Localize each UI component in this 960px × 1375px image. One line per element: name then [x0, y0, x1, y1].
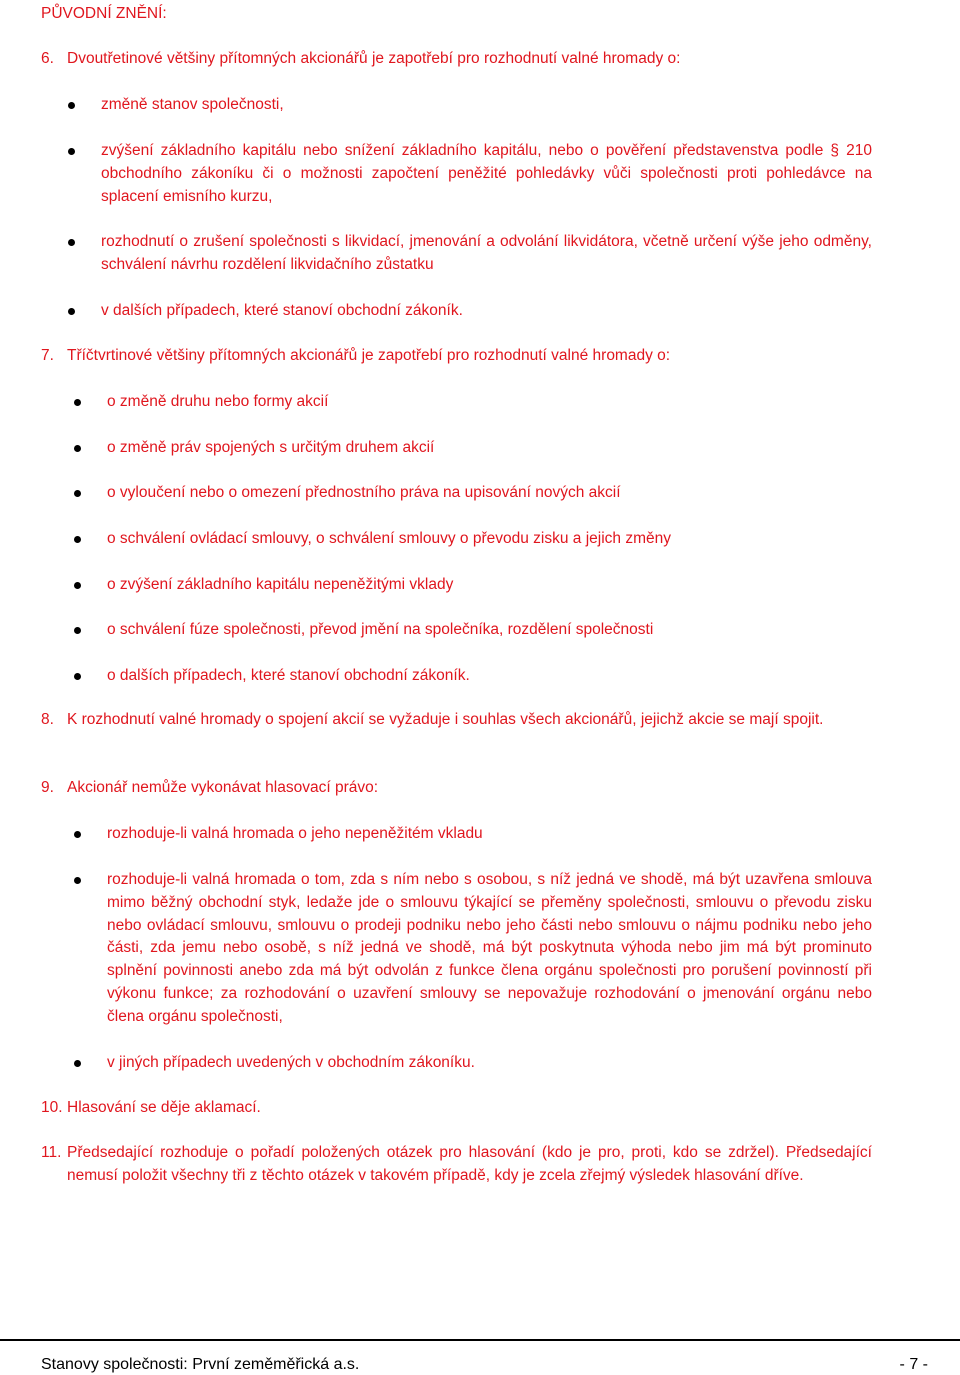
- bullet-dot-icon: [74, 673, 81, 680]
- bullet-dot-icon: [74, 831, 81, 838]
- section-7-item-2: o změně práv spojených s určitým druhem akcií: [107, 439, 435, 456]
- section-9-number: 9.: [41, 779, 54, 796]
- section-10-text: Hlasování se děje aklamací.: [67, 1099, 261, 1116]
- bullet-dot-icon: [74, 1060, 81, 1067]
- section-6-number: 6.: [41, 50, 54, 67]
- section-7-number: 7.: [41, 347, 54, 364]
- section-7-item-3: o vyloučení nebo o omezení přednostního práva na upisování nových akcií: [107, 484, 621, 501]
- section-heading: PŮVODNÍ ZNĚNÍ:: [41, 5, 167, 22]
- section-7-item-7: o dalších případech, které stanoví obchodní zákoník.: [107, 667, 470, 684]
- footer-document-title: Stanovy společnosti: První zeměměřická a.s.: [41, 1356, 360, 1373]
- section-11-number: 11.: [41, 1144, 62, 1161]
- bullet-dot-icon: [74, 582, 81, 589]
- section-7-item-1: o změně druhu nebo formy akcií: [107, 393, 329, 410]
- bullet-dot-icon: [74, 445, 81, 452]
- bullet-dot-icon: [74, 399, 81, 406]
- section-8-number: 8.: [41, 711, 54, 728]
- section-6-text: Dvoutřetinové většiny přítomných akcionářů je zapotřebí pro rozhodnutí valné hromady o:: [67, 50, 681, 67]
- bullet-dot-icon: [74, 536, 81, 543]
- section-6-item-3: rozhodnutí o zrušení společnosti s likvidací, jmenování a odvolání likvidátora, včetně určení výše jeho odměny, schválení návrhu rozdělení likvidačního zůstatku: [101, 233, 872, 273]
- bullet-dot-icon: [68, 239, 75, 246]
- section-10-number: 10.: [41, 1099, 63, 1116]
- section-6-item-4: v dalších případech, které stanoví obchodní zákoník.: [101, 302, 463, 319]
- footer-divider: [0, 1339, 960, 1341]
- section-9-item-1: rozhoduje-li valná hromada o jeho nepeněžitém vkladu: [107, 825, 483, 842]
- section-8-text: K rozhodnutí valné hromady o spojení akcií se vyžaduje i souhlas všech akcionářů, jejichž akcie se mají spojit.: [67, 711, 824, 728]
- section-6-item-1: změně stanov společnosti,: [101, 96, 284, 113]
- section-9-item-3: v jiných případech uvedených v obchodním zákoníku.: [107, 1054, 475, 1071]
- section-11-text: Předsedající rozhoduje o pořadí položených otázek pro hlasování (kdo je pro, proti, kdo se zdržel). Předsedající nemusí položit všechny tři z těchto otázek v takovém případě, kdy je zcela zřejmý výsledek hlasování dříve.: [67, 1144, 872, 1184]
- bullet-dot-icon: [74, 627, 81, 634]
- section-7-item-5: o zvýšení základního kapitálu nepeněžitými vklady: [107, 576, 454, 593]
- bullet-dot-icon: [68, 148, 75, 155]
- section-9-item-2: rozhoduje-li valná hromada o tom, zda s ním nebo s osobou, s níž jedná ve shodě, má být uzavřena smlouva mimo běžný obchodní styk, ledaže jde o smlouvu týkající se přeměny společnosti, smlouvu o převodu zisku nebo ovládací smlouvu, smlouvu o prodeji podniku nebo jeho části nebo smlouvu o nájmu podniku nebo jeho části, zda jemu nebo osobě, s níž jedná ve shodě, má být poskytnuta výhoda nebo jim má být prominuto splnění povinnosti anebo zda má být odvolán z funkce člena orgánu společnosti pro porušení povinností při výkonu funkce; za rozhodování o uzavření smlouvy se nepovažuje rozhodování o jmenování orgánu nebo člena orgánu společnosti,: [107, 871, 872, 1025]
- bullet-dot-icon: [68, 102, 75, 109]
- bullet-dot-icon: [74, 490, 81, 497]
- section-7-item-4: o schválení ovládací smlouvy, o schválení smlouvy o převodu zisku a jejich změny: [107, 530, 672, 547]
- footer-page-number: - 7 -: [899, 1356, 928, 1373]
- section-7-item-6: o schválení fúze společnosti, převod jmění na společníka, rozdělení společnosti: [107, 621, 654, 638]
- bullet-dot-icon: [74, 877, 81, 884]
- section-9-text: Akcionář nemůže vykonávat hlasovací právo:: [67, 779, 379, 796]
- bullet-dot-icon: [68, 308, 75, 315]
- section-6-item-2: zvýšení základního kapitálu nebo snížení základního kapitálu, nebo o pověření představenstva podle § 210 obchodního zákoníku či o možnosti započtení peněžité pohledávky vůči společnosti proti pohledávce na splacení emisního kurzu,: [101, 142, 872, 205]
- section-7-text: Tříčtvrtinové většiny přítomných akcionářů je zapotřebí pro rozhodnutí valné hromady o:: [67, 347, 671, 364]
